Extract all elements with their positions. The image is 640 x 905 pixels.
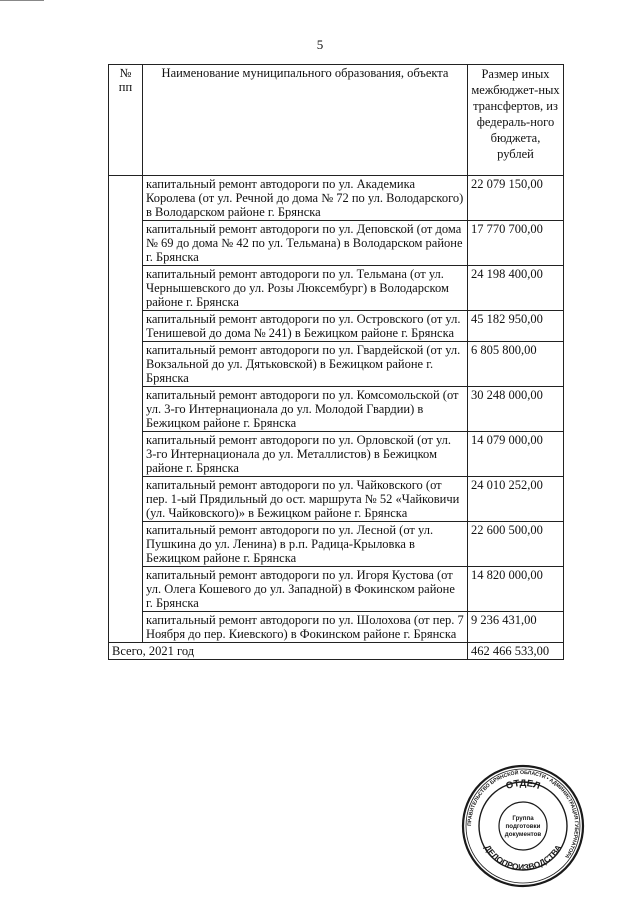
row-name: капитальный ремонт автодороги по ул. Игоря Кустова (от ул. Олега Кошевого до ул. Западной) в Фокинском районе г. Брянска (143, 567, 468, 612)
total-amount: 462 466 533,00 (468, 643, 564, 660)
row-amount: 6 805 800,00 (468, 342, 564, 387)
row-amount: 14 820 000,00 (468, 567, 564, 612)
table-row (109, 221, 564, 266)
stamp-bottom-text: ДЕЛОПРОИЗВОДСТВА (482, 842, 564, 873)
header-amount: Размер иных межбюджет-ных трансфертов, из федераль-ного бюджета, рублей (468, 65, 564, 176)
stamp-center-line: документов (504, 831, 542, 838)
table-row (109, 567, 564, 612)
row-number-cell (109, 176, 143, 643)
row-amount: 24 010 252,00 (468, 477, 564, 522)
table-row (109, 612, 564, 643)
row-name: капитальный ремонт автодороги по ул. Комсомольской (от ул. 3-го Интернационала до ул. Молодой Гвардии) в Бежицком районе г. Брянска (143, 387, 468, 432)
row-amount: 30 248 000,00 (468, 387, 564, 432)
office-stamp (461, 764, 585, 888)
stamp-center-line: Группа (512, 815, 534, 822)
row-amount: 45 182 950,00 (468, 311, 564, 342)
total-row (109, 643, 564, 660)
table-row (109, 266, 564, 311)
row-amount: 22 079 150,00 (468, 176, 564, 221)
row-name: капитальный ремонт автодороги по ул. Чайковского (от пер. 1-ый Прядильный до ост. маршрута № 52 «Чайковичи (ул. Чайковского)» в Бежицком районе г. Брянска (143, 477, 468, 522)
row-name: капитальный ремонт автодороги по ул. Академика Королева (от ул. Речной до дома № 72 по ул. Володарского) в Володарском районе г. Брянска (143, 176, 468, 221)
table-row (109, 342, 564, 387)
stamp-top-text: ОТДЕЛ (504, 777, 542, 793)
table-row (109, 387, 564, 432)
page-number: 5 (316, 37, 324, 52)
table-row (109, 477, 564, 522)
row-amount: 17 770 700,00 (468, 221, 564, 266)
row-amount: 14 079 000,00 (468, 432, 564, 477)
row-name: капитальный ремонт автодороги по ул. Островского (от ул. Тенишевой до дома № 241) в Бежицком районе г. Брянска (143, 311, 468, 342)
row-name: капитальный ремонт автодороги по ул. Деповской (от дома № 69 до дома № 42 по ул. Тельмана) в Володарском районе г. Брянска (143, 221, 468, 266)
table-row (109, 311, 564, 342)
row-name: капитальный ремонт автодороги по ул. Гвардейской (от ул. Вокзальной до ул. Дятьковской) в Бежицком районе г. Брянска (143, 342, 468, 387)
row-amount: 9 236 431,00 (468, 612, 564, 643)
stamp-center-line: подготовки (505, 823, 541, 830)
row-name: капитальный ремонт автодороги по ул. Тельмана (от ул. Чернышевского до ул. Розы Люксембург) в Володарском районе г. Брянска (143, 266, 468, 311)
table-header-row (109, 65, 564, 176)
row-amount: 22 600 500,00 (468, 522, 564, 567)
table-row (109, 522, 564, 567)
row-name: капитальный ремонт автодороги по ул. Орловской (от ул. 3-го Интернационала до ул. Металлистов) в Бежицком районе г. Брянска (143, 432, 468, 477)
row-name: капитальный ремонт автодороги по ул. Лесной (от ул. Пушкина до ул. Ленина) в р.п. Радица-Крыловка в Бежицком районе г. Брянска (143, 522, 468, 567)
row-name: капитальный ремонт автодороги по ул. Шолохова (от пер. 7 Ноября до пер. Киевского) в Фокинском районе г. Брянска (143, 612, 468, 643)
table-row (109, 176, 564, 221)
row-amount: 24 198 400,00 (468, 266, 564, 311)
header-number: № пп (109, 65, 143, 176)
table-row (109, 432, 564, 477)
corner-scan-mark (0, 0, 44, 5)
stamp-ring-text: ПРАВИТЕЛЬСТВО БРЯНСКОЙ ОБЛАСТИ • АДМИНИСТРАЦИЯ ГУБЕРНАТОРА (466, 769, 580, 860)
header-name: Наименование муниципального образования, объекта (143, 65, 468, 176)
transfers-table (108, 64, 564, 660)
total-label: Всего, 2021 год (109, 643, 468, 660)
